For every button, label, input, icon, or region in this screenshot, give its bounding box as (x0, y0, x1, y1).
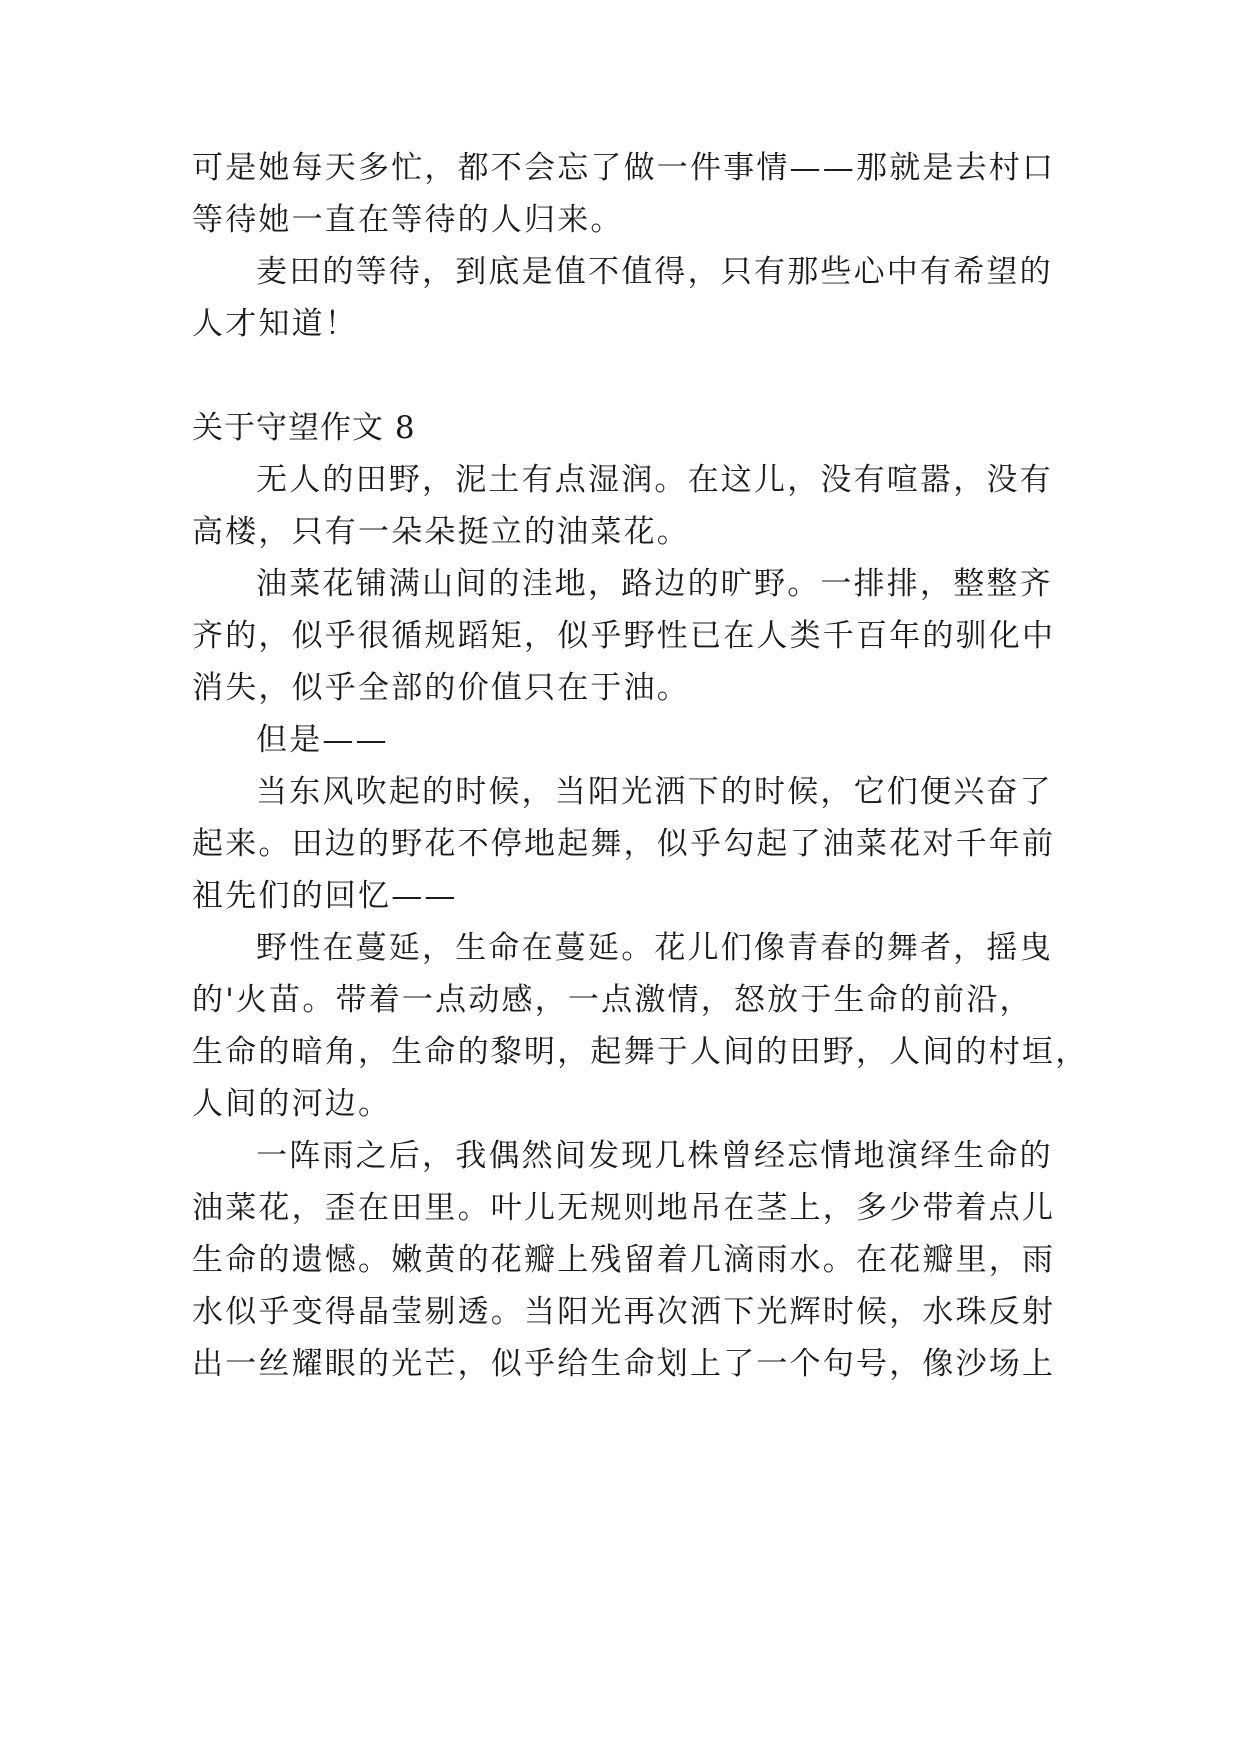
text-line: 齐的，似乎很循规蹈矩，似乎野性已在人类千百年的驯化中 (192, 618, 1056, 654)
text-line: 的'火苗。带着一点动感，一点激情，怒放于生命的前沿， (192, 982, 1033, 1018)
section-heading: 关于守望作文 8 (192, 410, 416, 446)
text-line: 出一丝耀眼的光芒，似乎给生命划上了一个句号，像沙场上 (192, 1346, 1056, 1382)
text-line: 人间的河边。 (192, 1086, 392, 1122)
text-line: 水似乎变得晶莹剔透。当阳光再次洒下光辉时候，水珠反射 (192, 1294, 1056, 1330)
text-line: 一阵雨之后，我偶然间发现几株曾经忘情地演绎生命的 (256, 1138, 1053, 1174)
text-line: 起来。田边的野花不停地起舞，似乎勾起了油菜花对千年前 (192, 826, 1056, 862)
text-line: 人才知道！ (192, 306, 358, 342)
text-line: 消失，似乎全部的价值只在于油。 (192, 670, 690, 706)
text-line: 生命的暗角，生命的黎明，起舞于人间的田野，人间的村垣， (192, 1034, 1089, 1070)
text-line: 当东风吹起的时候，当阳光洒下的时候，它们便兴奋了 (256, 774, 1053, 810)
text-line: 生命的遗憾。嫩黄的花瓣上残留着几滴雨水。在花瓣里，雨 (192, 1242, 1056, 1278)
text-line: 油菜花，歪在田里。叶儿无规则地吊在茎上，多少带着点儿 (192, 1190, 1056, 1226)
text-line: 麦田的等待，到底是值不值得，只有那些心中有希望的 (256, 254, 1053, 290)
text-line: 高楼，只有一朵朵挺立的油菜花。 (192, 514, 690, 550)
text-line: 无人的田野，泥土有点湿润。在这儿，没有喧嚣，没有 (256, 462, 1053, 498)
text-line: 但是—— (256, 722, 389, 758)
text-line: 等待她一直在等待的人归来。 (192, 202, 624, 238)
text-line: 油菜花铺满山间的洼地，路边的旷野。一排排，整整齐 (256, 566, 1053, 602)
text-line: 可是她每天多忙，都不会忘了做一件事情——那就是去村口 (192, 150, 1056, 186)
text-line: 祖先们的回忆—— (192, 878, 458, 914)
text-line: 野性在蔓延，生命在蔓延。花儿们像青春的舞者，摇曳 (256, 930, 1053, 966)
